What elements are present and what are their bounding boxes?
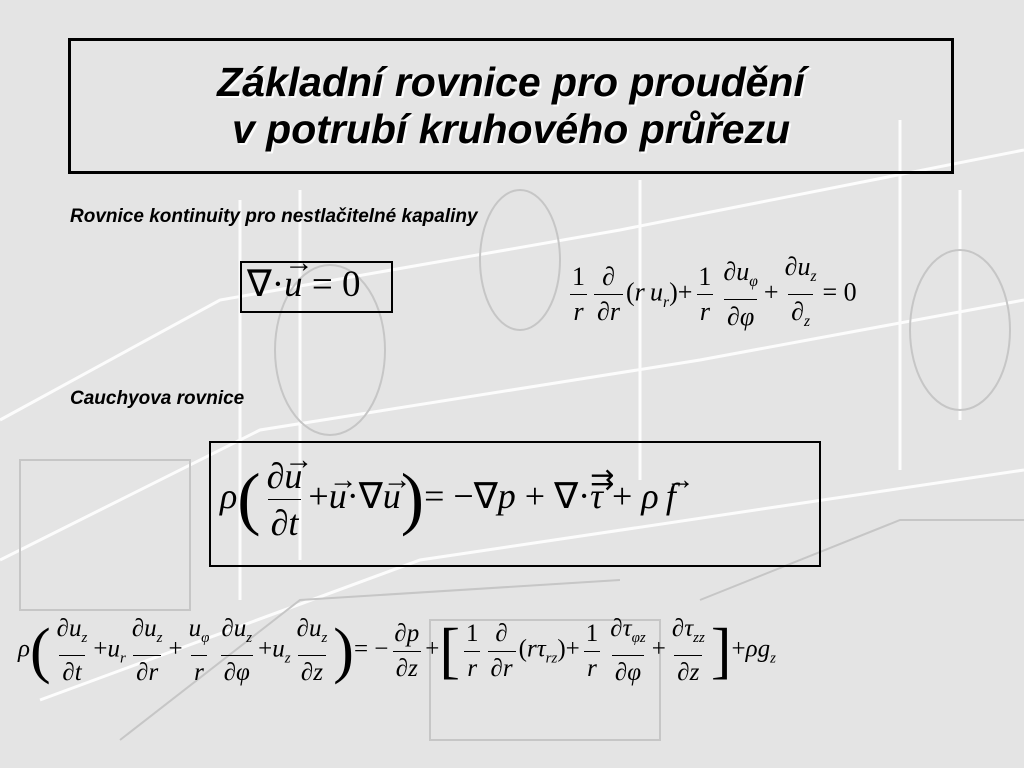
continuity-vector-equation: ∇·→ u = 0: [247, 262, 360, 306]
title-box: [68, 38, 954, 174]
title-line-2: v potrubí kruhového průřezu: [231, 106, 791, 152]
cauchy-z-component-equation: ρ( $\frac{\partial u_z}{\partial t}$ $+u_r$ $\frac{\partial u_z}{\partial r}$ + $\frac{u_\varphi}{r}$ $\frac{\partial u_z}{\partial\varphi}$ $+u_z$ $\frac{\partial u_z}{\partial z}$ )= − $\frac{\partial p}{\partial z}$ +[ $\frac{1}{r}$ $\frac{\partial}{\partial r}$ $(r\tau_{rz})+$ $\frac{1}{r}$ $\frac{\partial\tau_{\varphi z}}{\partial\varphi}$ + $\frac{\partial\tau_{zz}}{\partial z}$ ]$+\rho g_z$: [18, 615, 776, 686]
continuity-cylindrical-equation: $\frac{1}{r}$ $\frac{\partial}{\partial r}$ (r $u_r)+$ $\frac{1}{r}$ $\frac{\partial u_\varphi}{\partial\varphi}$ + $\frac{\partial u_z}{\partial_z}$ = 0: [566, 252, 857, 337]
cauchy-vector-equation: ρ( $\frac{\partial\to u}{\partial t}$ +→ u·∇→ u)= −∇p + ∇·⇉ τ + ρ → f: [220, 455, 676, 544]
continuity-heading: Rovnice kontinuity pro nestlačitelné kapaliny: [70, 206, 478, 227]
title-line-1: Základní rovnice pro proudění: [217, 59, 805, 105]
cauchy-heading: Cauchyova rovnice: [70, 388, 245, 409]
